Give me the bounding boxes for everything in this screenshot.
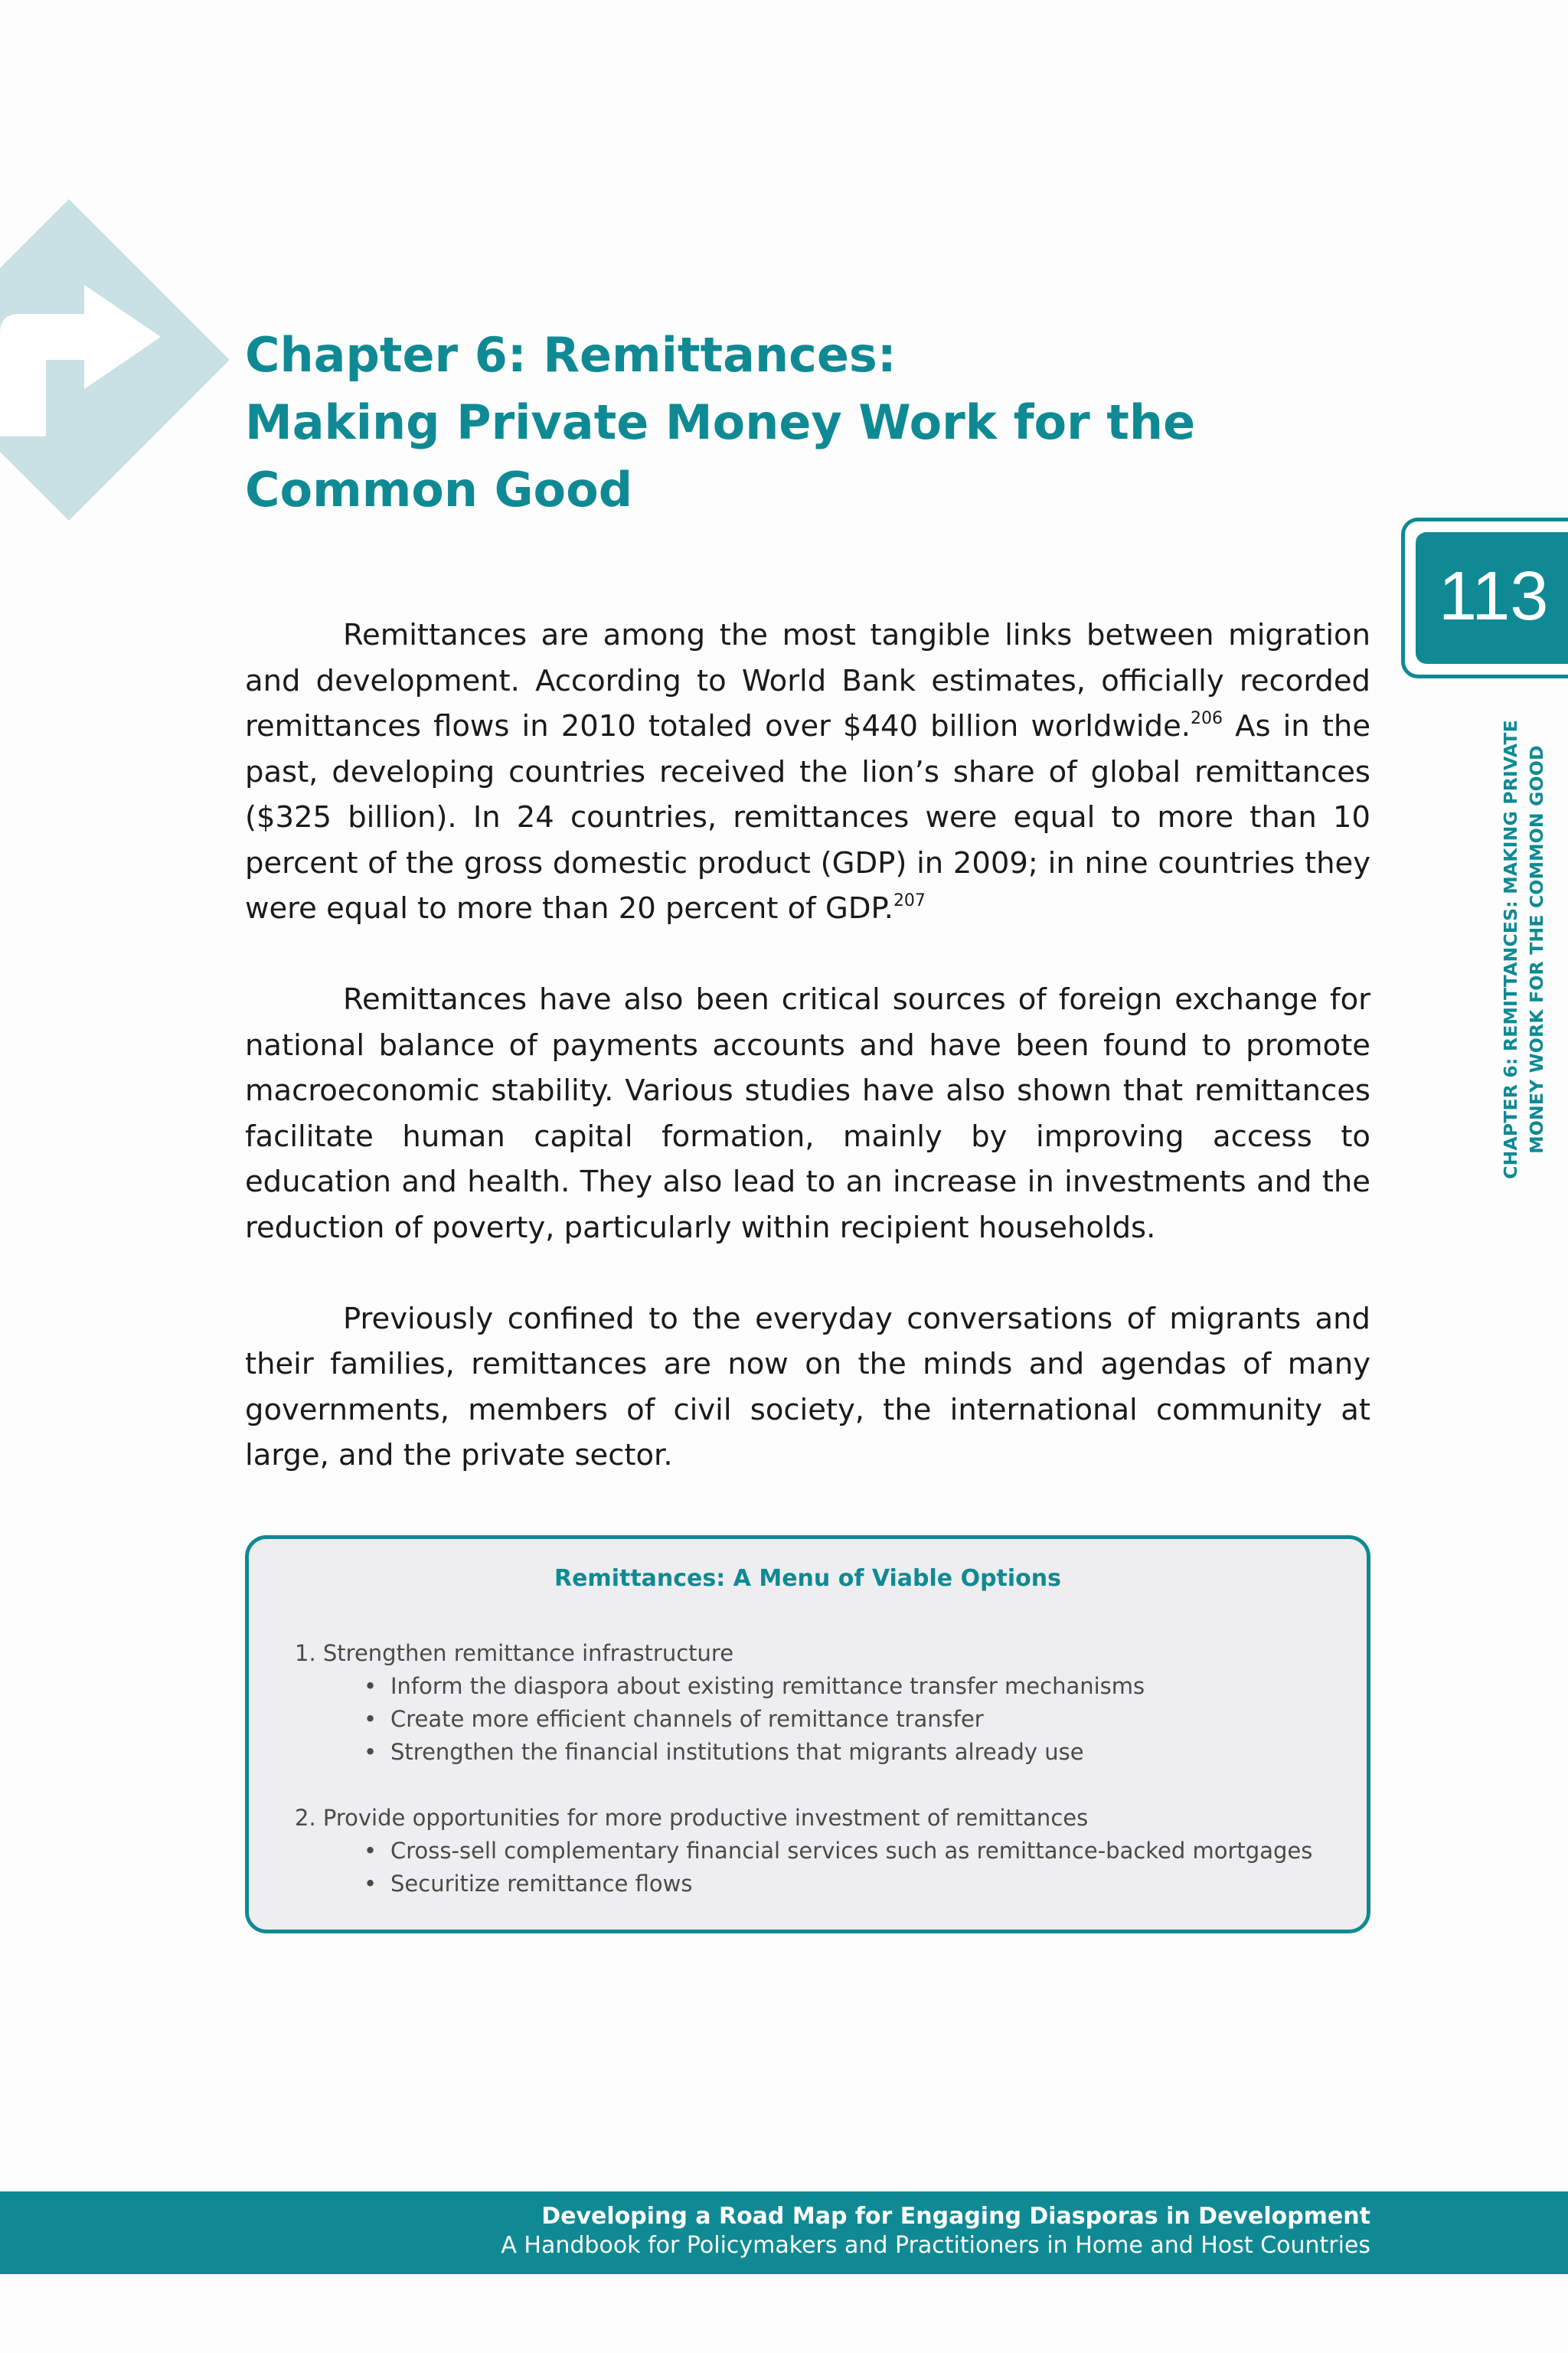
chapter-title — [245, 322, 1240, 524]
list-item — [295, 1670, 1336, 1703]
page-number-tab-fill — [1416, 532, 1568, 664]
turn-right-arrow-icon — [0, 199, 230, 521]
callout-content — [295, 1637, 1336, 1933]
paragraph-1-text: Remittances are among the most tangible links between migration and development. According to World Bank estimates, officially recorded remittances flows in 2010 totaled over $440 billion worldwide. — [245, 618, 1370, 743]
list-item-text: Cross-sell complementary financial services such as remittance-backed mortgages — [390, 1838, 1313, 1864]
bullet: • — [364, 1673, 377, 1699]
list-item-text: Create more efficient channels of remittance transfer — [390, 1706, 984, 1732]
body-text — [245, 613, 1370, 1524]
option-heading-1: 1. Strengthen remittance infrastructure — [295, 1640, 734, 1666]
paragraph-3: Previously confined to the everyday conversations of migrants and their families, remittances are now on the minds and agendas of many governments, members of civil society, the international community at large, and the private sector. — [245, 1301, 1370, 1472]
paragraph-2: Remittances have also been critical sources of foreign exchange for national balance of payments accounts and have been found to promote macroeconomic stability. Various studies have also shown that remittances facilitate human capital formation, mainly by improving access to education and health. They also lead to an increase in investments and the reduction of poverty, particularly within recipient households. — [245, 982, 1370, 1245]
list-item-text: Strengthen the financial institutions that migrants already use — [390, 1739, 1084, 1765]
option-group-2 — [295, 1802, 1336, 1900]
chapter-title-line-2: Making Private Money Work for the — [245, 394, 1196, 450]
list-item — [295, 1835, 1336, 1868]
running-chapter-label — [1498, 689, 1550, 1210]
footer-band — [0, 2191, 1568, 2274]
chapter-title-line-1: Chapter 6: Remittances: — [245, 327, 897, 383]
option-heading-2: 2. Provide opportunities for more productive investment of remittances — [295, 1805, 1089, 1831]
list-item — [295, 1868, 1336, 1900]
page-number: 113 — [1439, 558, 1549, 635]
running-chapter-label-line-1: CHAPTER 6: REMITTANCES: MAKING PRIVATE — [1500, 720, 1521, 1179]
footer-subtitle: A Handbook for Policymakers and Practitioners in Home and Host Countries — [501, 2232, 1370, 2259]
chapter-title-line-3: Common Good — [245, 462, 633, 518]
running-chapter-label-line-2: MONEY WORK FOR THE COMMON GOOD — [1526, 745, 1547, 1154]
bullet: • — [364, 1739, 377, 1765]
footnote-ref-206: 206 — [1191, 709, 1223, 728]
list-item — [295, 1736, 1336, 1769]
page-number-tab — [1401, 518, 1568, 678]
list-item-text: Inform the diaspora about existing remittance transfer mechanisms — [390, 1673, 1145, 1699]
bullet: • — [364, 1871, 377, 1897]
paragraph-1-continued: As in the past, developing countries received the lion’s share of global remittances ($325 billion). In 24 countries, remittances were equal to more than 10 percent of the gross domestic product (GDP) in 2009; in nine countries they were equal to more than 20 percent of GDP. — [245, 709, 1371, 926]
paragraph-1 — [245, 613, 1370, 932]
option-list-1 — [295, 1670, 1336, 1769]
bullet: • — [364, 1706, 377, 1732]
options-callout-box — [245, 1535, 1370, 1933]
callout-title: Remittances: A Menu of Viable Options — [554, 1565, 1062, 1592]
option-group-1 — [295, 1637, 1336, 1769]
list-item — [295, 1703, 1336, 1736]
footer-title: Developing a Road Map for Engaging Diasporas in Development — [541, 2203, 1370, 2230]
footnote-ref-207: 207 — [893, 891, 926, 910]
bullet: • — [364, 1838, 377, 1864]
option-list-2 — [295, 1835, 1336, 1900]
list-item-text: Securitize remittance flows — [390, 1871, 693, 1897]
